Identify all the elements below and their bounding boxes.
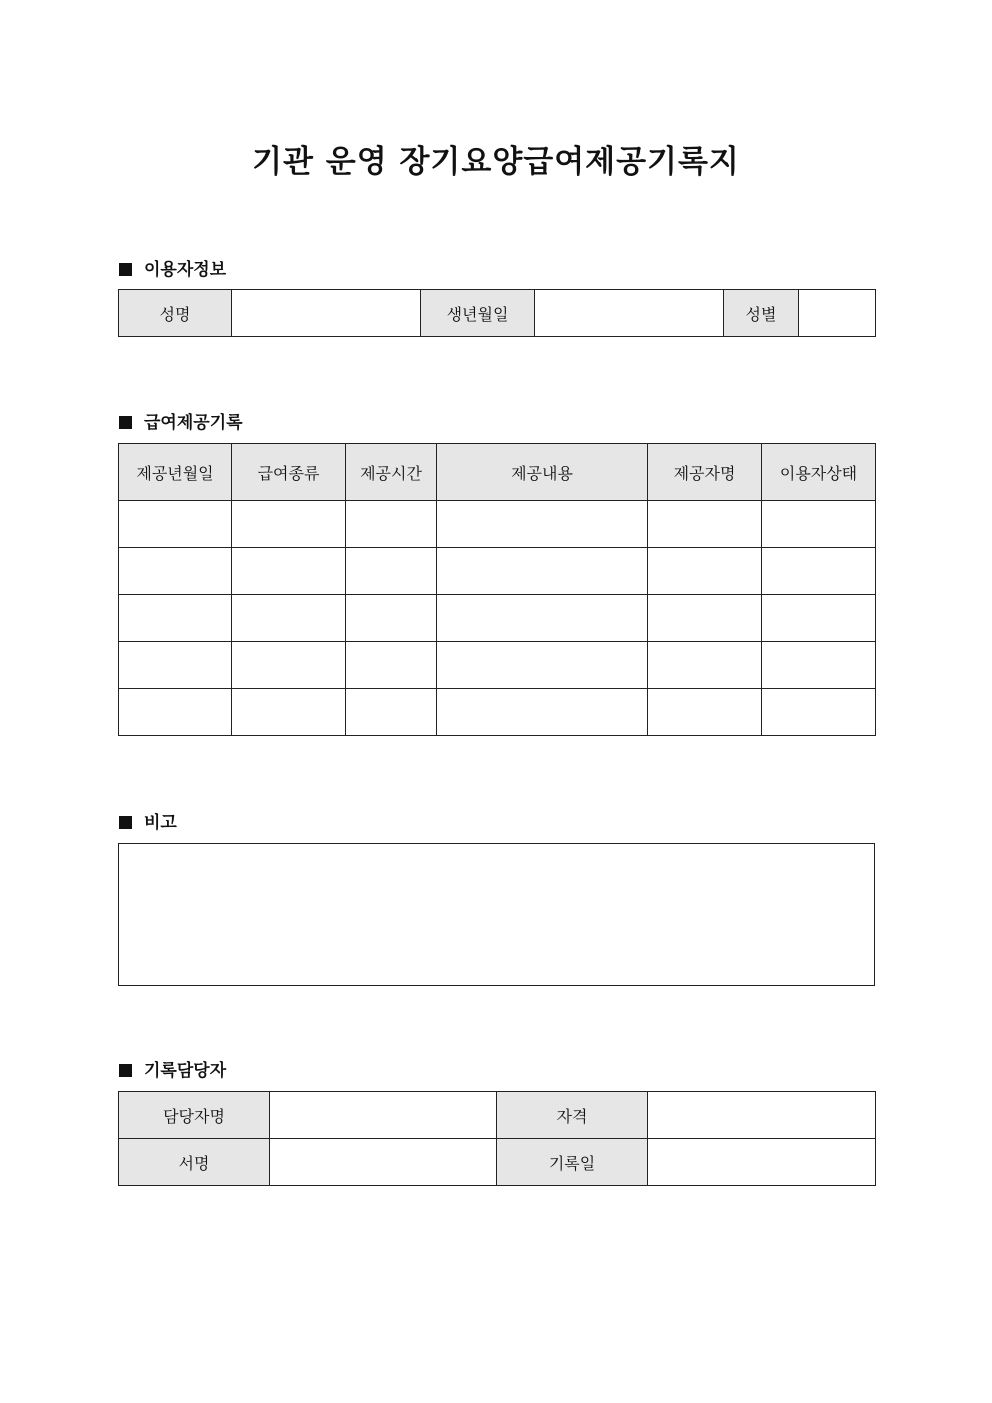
section-remarks-heading xyxy=(119,808,177,833)
table-cell[interactable] xyxy=(762,501,876,548)
table-cell[interactable] xyxy=(437,501,648,548)
table-row xyxy=(119,595,876,642)
table-cell[interactable] xyxy=(648,595,762,642)
table-cell[interactable] xyxy=(119,501,232,548)
table-cell[interactable] xyxy=(232,642,346,689)
table-row xyxy=(119,642,876,689)
table-cell[interactable] xyxy=(437,595,648,642)
header-time: 제공시간 xyxy=(346,444,437,501)
square-bullet-icon xyxy=(119,1064,132,1077)
record-date-label: 기록일 xyxy=(497,1139,648,1186)
table-cell[interactable] xyxy=(762,595,876,642)
page-title: 기관 운영 장기요양급여제공기록지 xyxy=(252,144,740,180)
table-cell[interactable] xyxy=(119,642,232,689)
birthdate-field[interactable] xyxy=(535,290,724,337)
table-cell[interactable] xyxy=(762,548,876,595)
section-records-heading xyxy=(119,408,243,433)
header-user-status: 이용자상태 xyxy=(762,444,876,501)
header-content: 제공내용 xyxy=(437,444,648,501)
records-header-row xyxy=(119,444,876,501)
manager-name-field[interactable] xyxy=(270,1092,497,1139)
table-cell[interactable] xyxy=(346,642,437,689)
table-cell[interactable] xyxy=(232,548,346,595)
header-benefit-type: 급여종류 xyxy=(232,444,346,501)
user-info-table xyxy=(118,289,876,337)
section-records-label: 급여제공기록 xyxy=(144,413,243,433)
table-cell[interactable] xyxy=(346,548,437,595)
table-cell[interactable] xyxy=(119,689,232,736)
manager-name-label: 담당자명 xyxy=(119,1092,270,1139)
record-date-field[interactable] xyxy=(648,1139,876,1186)
header-provider: 제공자명 xyxy=(648,444,762,501)
table-cell[interactable] xyxy=(762,689,876,736)
section-user-info-heading xyxy=(119,255,226,280)
table-row xyxy=(119,501,876,548)
table-cell[interactable] xyxy=(346,501,437,548)
section-remarks-label: 비고 xyxy=(144,813,177,833)
table-cell[interactable] xyxy=(648,501,762,548)
signature-label: 서명 xyxy=(119,1139,270,1186)
signature-field[interactable] xyxy=(270,1139,497,1186)
square-bullet-icon xyxy=(119,416,132,429)
table-cell[interactable] xyxy=(346,689,437,736)
table-cell[interactable] xyxy=(119,548,232,595)
table-cell[interactable] xyxy=(648,548,762,595)
section-staff-label: 기록담당자 xyxy=(144,1061,227,1081)
table-cell[interactable] xyxy=(648,689,762,736)
remarks-box[interactable] xyxy=(118,843,875,986)
table-row xyxy=(119,548,876,595)
name-label: 성명 xyxy=(119,290,232,337)
table-cell[interactable] xyxy=(762,642,876,689)
table-cell[interactable] xyxy=(232,689,346,736)
table-cell[interactable] xyxy=(648,642,762,689)
section-user-info-label: 이용자정보 xyxy=(144,260,227,280)
qualification-field[interactable] xyxy=(648,1092,876,1139)
table-cell[interactable] xyxy=(437,642,648,689)
gender-field[interactable] xyxy=(799,290,876,337)
section-staff-heading xyxy=(119,1056,226,1081)
gender-label: 성별 xyxy=(724,290,799,337)
table-cell[interactable] xyxy=(232,501,346,548)
square-bullet-icon xyxy=(119,816,132,829)
table-cell[interactable] xyxy=(119,595,232,642)
table-cell[interactable] xyxy=(232,595,346,642)
header-date: 제공년월일 xyxy=(119,444,232,501)
table-cell[interactable] xyxy=(346,595,437,642)
birthdate-label: 생년월일 xyxy=(421,290,535,337)
square-bullet-icon xyxy=(119,263,132,276)
table-row xyxy=(119,689,876,736)
staff-table xyxy=(118,1091,876,1186)
table-cell[interactable] xyxy=(437,689,648,736)
table-cell[interactable] xyxy=(437,548,648,595)
records-table xyxy=(118,443,876,736)
name-field[interactable] xyxy=(232,290,421,337)
qualification-label: 자격 xyxy=(497,1092,648,1139)
